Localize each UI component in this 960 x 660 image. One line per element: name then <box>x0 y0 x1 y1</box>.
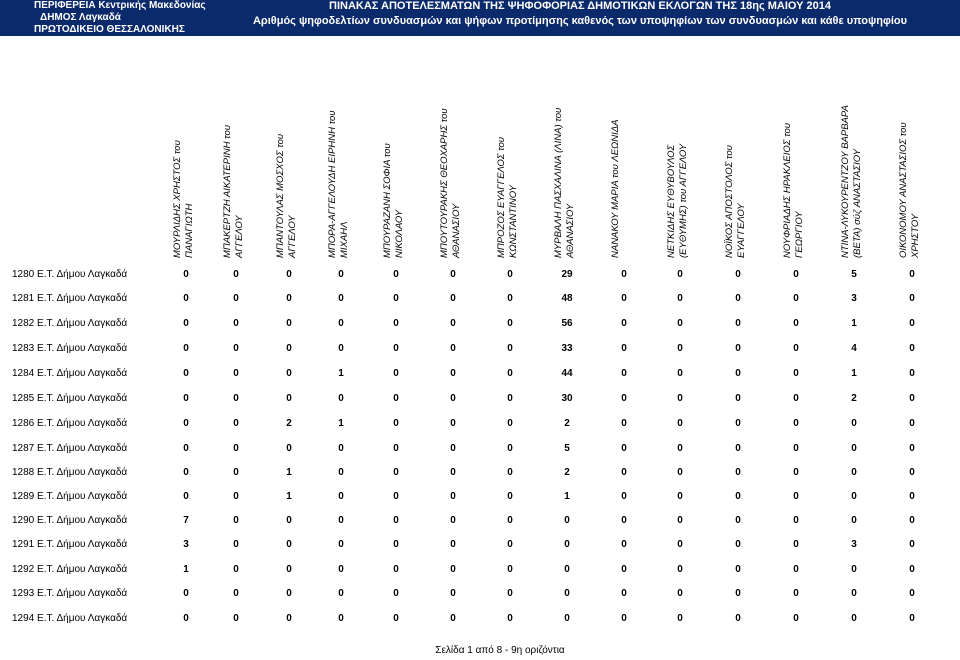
vote-count-cell: 3 <box>183 539 189 550</box>
vote-count-cell: 0 <box>233 539 239 550</box>
candidate-header-13 <box>832 48 876 258</box>
polling-station-label: 1290 Ε.Τ. Δήμου Λαγκαδά <box>12 515 128 526</box>
table-row <box>0 539 960 553</box>
vote-count-cell: 1 <box>286 491 292 502</box>
vote-count-cell: 0 <box>909 393 915 404</box>
vote-count-cell: 0 <box>450 343 456 354</box>
vote-count-cell: 3 <box>851 539 857 550</box>
vote-count-cell: 0 <box>286 564 292 575</box>
vote-count-cell: 0 <box>233 293 239 304</box>
vote-count-cell: 0 <box>909 368 915 379</box>
vote-count-cell: 0 <box>450 515 456 526</box>
candidate-father-name: ΑΓΓΕΛΟΥ <box>287 215 298 258</box>
vote-count-cell: 0 <box>909 418 915 429</box>
vote-count-cell: 0 <box>507 443 513 454</box>
vote-count-cell: 0 <box>450 564 456 575</box>
vote-count-cell: 0 <box>677 613 683 624</box>
candidate-father-name: ΝΙΚΟΛΑΟΥ <box>394 209 405 258</box>
polling-station-label: 1292 Ε.Τ. Δήμου Λαγκαδά <box>12 564 128 575</box>
polling-station-label: 1293 Ε.Τ. Δήμου Λαγκαδά <box>12 588 128 599</box>
vote-count-cell: 0 <box>450 588 456 599</box>
vote-count-cell: 0 <box>183 467 189 478</box>
vote-count-cell: 0 <box>735 418 741 429</box>
candidate-header-9 <box>602 48 646 258</box>
vote-count-cell: 1 <box>338 418 344 429</box>
vote-count-cell: 0 <box>677 491 683 502</box>
polling-station-label: 1283 Ε.Τ. Δήμου Λαγκαδά <box>12 343 128 354</box>
vote-count-cell: 0 <box>735 539 741 550</box>
vote-count-cell: 0 <box>393 467 399 478</box>
vote-count-cell: 0 <box>507 269 513 280</box>
vote-count-cell: 0 <box>450 443 456 454</box>
vote-count-cell: 0 <box>450 393 456 404</box>
vote-count-cell: 0 <box>621 418 627 429</box>
polling-station-label: 1282 Ε.Τ. Δήμου Λαγκαδά <box>12 318 128 329</box>
vote-count-cell: 0 <box>286 368 292 379</box>
vote-count-cell: 0 <box>393 293 399 304</box>
table-row <box>0 269 960 283</box>
vote-count-cell: 0 <box>286 393 292 404</box>
candidate-name: ΜΠΑΚΕΡΤΖΗ ΑΙΚΑΤΕΡΙΝΗ του <box>222 124 233 258</box>
vote-count-cell: 1 <box>851 318 857 329</box>
polling-station-label: 1280 Ε.Τ. Δήμου Λαγκαδά <box>12 269 128 280</box>
vote-count-cell: 48 <box>561 293 573 304</box>
vote-count-cell: 0 <box>851 613 857 624</box>
vote-count-cell: 0 <box>909 467 915 478</box>
candidate-father-name: (ΒΕΤΑ) σύζ ΑΝΑΣΤΑΣΙΟΥ <box>852 149 863 258</box>
candidate-header-5 <box>374 48 418 258</box>
vote-count-cell: 0 <box>338 293 344 304</box>
vote-count-cell: 0 <box>393 515 399 526</box>
polling-station-label: 1291 Ε.Τ. Δήμου Λαγκαδά <box>12 539 128 550</box>
vote-count-cell: 0 <box>286 293 292 304</box>
vote-count-cell: 0 <box>507 539 513 550</box>
vote-count-cell: 0 <box>735 269 741 280</box>
page-indicator: Σελίδα 1 από 8 - 9η οριζόντια <box>435 645 565 656</box>
vote-count-cell: 0 <box>338 588 344 599</box>
vote-count-cell: 0 <box>621 467 627 478</box>
candidate-name: ΜΠΟΥΡΑΖΑΝΗ ΣΟΦΙΑ του <box>382 143 393 258</box>
vote-count-cell: 0 <box>564 613 570 624</box>
vote-count-cell: 0 <box>677 588 683 599</box>
vote-count-cell: 0 <box>233 343 239 354</box>
vote-count-cell: 0 <box>450 293 456 304</box>
vote-count-cell: 0 <box>677 368 683 379</box>
vote-count-cell: 0 <box>286 588 292 599</box>
vote-count-cell: 0 <box>450 269 456 280</box>
vote-count-cell: 0 <box>909 293 915 304</box>
vote-count-cell: 0 <box>851 467 857 478</box>
vote-count-cell: 0 <box>286 343 292 354</box>
polling-station-label: 1284 Ε.Τ. Δήμου Λαγκαδά <box>12 368 128 379</box>
vote-count-cell: 0 <box>564 515 570 526</box>
vote-count-cell: 0 <box>793 393 799 404</box>
vote-count-cell: 0 <box>793 467 799 478</box>
vote-count-cell: 1 <box>851 368 857 379</box>
polling-station-label: 1286 Ε.Τ. Δήμου Λαγκαδά <box>12 418 128 429</box>
vote-count-cell: 0 <box>851 443 857 454</box>
vote-count-cell: 0 <box>677 393 683 404</box>
vote-count-cell: 0 <box>851 418 857 429</box>
vote-count-cell: 0 <box>507 491 513 502</box>
vote-count-cell: 0 <box>909 443 915 454</box>
vote-count-cell: 0 <box>735 343 741 354</box>
polling-station-label: 1288 Ε.Τ. Δήμου Λαγκαδά <box>12 467 128 478</box>
vote-count-cell: 0 <box>393 588 399 599</box>
header-title-block <box>200 0 960 28</box>
vote-count-cell: 0 <box>735 467 741 478</box>
vote-count-cell: 0 <box>183 418 189 429</box>
vote-count-cell: 1 <box>564 491 570 502</box>
vote-count-cell: 0 <box>564 564 570 575</box>
vote-count-cell: 0 <box>621 269 627 280</box>
vote-count-cell: 0 <box>450 491 456 502</box>
vote-count-cell: 1 <box>338 368 344 379</box>
vote-count-cell: 33 <box>561 343 573 354</box>
page-footer <box>0 645 960 656</box>
vote-count-cell: 0 <box>677 293 683 304</box>
vote-count-cell: 1 <box>286 467 292 478</box>
vote-count-cell: 0 <box>338 393 344 404</box>
vote-count-cell: 7 <box>183 515 189 526</box>
candidate-father-name: ΑΓΓΕΛΟΥ <box>234 215 245 258</box>
table-row <box>0 343 960 357</box>
vote-count-cell: 0 <box>183 491 189 502</box>
court-name: ΠΡΩΤΟΔΙΚΕΙΟ ΘΕΣΣΑΛΟΝΙΚΗΣ <box>34 24 185 35</box>
vote-count-cell: 0 <box>621 343 627 354</box>
vote-count-cell: 0 <box>677 343 683 354</box>
vote-count-cell: 0 <box>233 491 239 502</box>
vote-count-cell: 0 <box>183 393 189 404</box>
vote-count-cell: 0 <box>338 318 344 329</box>
vote-count-cell: 0 <box>393 491 399 502</box>
table-row <box>0 443 960 457</box>
vote-count-cell: 0 <box>677 539 683 550</box>
candidate-father-name: ΑΘΑΝΑΣΙΟΥ <box>451 203 462 258</box>
vote-count-cell: 0 <box>677 564 683 575</box>
vote-count-cell: 0 <box>338 443 344 454</box>
vote-count-cell: 0 <box>338 539 344 550</box>
vote-count-cell: 2 <box>286 418 292 429</box>
vote-count-cell: 0 <box>233 467 239 478</box>
vote-count-cell: 0 <box>621 515 627 526</box>
vote-count-cell: 0 <box>286 318 292 329</box>
vote-count-cell: 0 <box>677 418 683 429</box>
vote-count-cell: 0 <box>183 293 189 304</box>
vote-count-cell: 0 <box>793 588 799 599</box>
vote-count-cell: 0 <box>233 564 239 575</box>
municipality-name: ΔΗΜΟΣ Λαγκαδά <box>40 12 121 23</box>
vote-count-cell: 0 <box>677 515 683 526</box>
vote-count-cell: 0 <box>793 539 799 550</box>
vote-count-cell: 0 <box>851 588 857 599</box>
candidate-name: ΝΕΤΚΙΔΗΣ ΕΥΘΥΒΟΥΛΟΣ <box>666 144 677 258</box>
vote-count-cell: 0 <box>677 443 683 454</box>
polling-station-label: 1287 Ε.Τ. Δήμου Λαγκαδά <box>12 443 128 454</box>
table-row <box>0 393 960 407</box>
candidate-name: ΜΠΡΟΖΟΣ ΕΥΑΓΓΕΛΟΣ του <box>496 136 507 258</box>
vote-count-cell: 0 <box>450 368 456 379</box>
vote-count-cell: 0 <box>851 515 857 526</box>
vote-count-cell: 0 <box>338 269 344 280</box>
vote-count-cell: 0 <box>393 418 399 429</box>
vote-count-cell: 0 <box>735 318 741 329</box>
vote-count-cell: 0 <box>507 613 513 624</box>
vote-count-cell: 0 <box>909 269 915 280</box>
table-row <box>0 318 960 332</box>
vote-count-cell: 0 <box>909 318 915 329</box>
candidate-name: ΜΠΑΝΤΟΥΛΑΣ ΜΟΣΧΟΣ του <box>275 133 286 258</box>
vote-count-cell: 0 <box>286 515 292 526</box>
vote-count-cell: 0 <box>677 467 683 478</box>
vote-count-cell: 0 <box>851 564 857 575</box>
vote-count-cell: 29 <box>561 269 573 280</box>
vote-count-cell: 0 <box>450 318 456 329</box>
vote-count-cell: 0 <box>793 293 799 304</box>
vote-count-cell: 0 <box>233 588 239 599</box>
vote-count-cell: 0 <box>393 443 399 454</box>
vote-count-cell: 0 <box>393 269 399 280</box>
candidate-name: ΜΠΟΡΑ-ΑΓΓΕΛΟΥΔΗ ΕΙΡΗΝΗ του <box>327 110 338 258</box>
vote-count-cell: 0 <box>393 564 399 575</box>
vote-count-cell: 0 <box>735 588 741 599</box>
vote-count-cell: 0 <box>286 539 292 550</box>
candidate-father-name: ΧΡΗΣΤΟΥ <box>910 213 921 258</box>
vote-count-cell: 0 <box>507 564 513 575</box>
vote-count-cell: 0 <box>183 613 189 624</box>
vote-count-cell: 0 <box>183 368 189 379</box>
vote-count-cell: 0 <box>338 613 344 624</box>
vote-count-cell: 0 <box>338 343 344 354</box>
candidate-header-2 <box>214 48 258 258</box>
vote-count-cell: 0 <box>233 393 239 404</box>
vote-count-cell: 0 <box>735 515 741 526</box>
vote-count-cell: 0 <box>793 343 799 354</box>
vote-count-cell: 0 <box>507 418 513 429</box>
vote-count-cell: 0 <box>621 564 627 575</box>
candidate-header-1 <box>164 48 208 258</box>
vote-count-cell: 0 <box>851 491 857 502</box>
candidate-header-10 <box>658 48 702 258</box>
candidate-father-name: ΕΥΑΓΓΕΛΟΥ <box>736 203 747 258</box>
candidate-name: ΝΟΪΚΟΣ ΑΠΟΣΤΟΛΟΣ του <box>724 145 735 258</box>
vote-count-cell: 0 <box>793 491 799 502</box>
vote-count-cell: 0 <box>450 418 456 429</box>
vote-count-cell: 0 <box>735 443 741 454</box>
vote-count-cell: 0 <box>507 343 513 354</box>
vote-count-cell: 0 <box>793 613 799 624</box>
table-row <box>0 564 960 578</box>
vote-count-cell: 0 <box>909 343 915 354</box>
vote-count-cell: 0 <box>338 564 344 575</box>
table-row <box>0 515 960 529</box>
vote-count-cell: 0 <box>286 613 292 624</box>
candidate-father-name: ΚΩΝΣΤΑΝΤΙΝΟΥ <box>508 185 519 258</box>
candidate-father-name: ΓΕΩΡΓΙΟΥ <box>794 211 805 258</box>
vote-count-cell: 0 <box>735 393 741 404</box>
vote-count-cell: 2 <box>564 418 570 429</box>
vote-count-cell: 0 <box>677 269 683 280</box>
vote-count-cell: 0 <box>793 318 799 329</box>
vote-count-cell: 0 <box>677 318 683 329</box>
vote-count-cell: 4 <box>851 343 857 354</box>
header-left-block <box>34 0 206 36</box>
candidate-father-name: ΜΙΧΑΗΛ <box>339 221 350 258</box>
candidate-header-7 <box>488 48 532 258</box>
vote-count-cell: 0 <box>233 613 239 624</box>
table-row <box>0 613 960 627</box>
candidate-header-11 <box>716 48 760 258</box>
vote-count-cell: 0 <box>909 515 915 526</box>
report-subtitle: Αριθμός ψηφοδελτίων συνδυασμών και ψήφων προτίμησης καθενός των υποψηφίων των συνδυασμών και κάθε υποψηφίου <box>252 15 908 27</box>
table-row <box>0 588 960 602</box>
vote-count-cell: 0 <box>735 491 741 502</box>
polling-station-label: 1281 Ε.Τ. Δήμου Λαγκαδά <box>12 293 128 304</box>
vote-count-cell: 0 <box>393 318 399 329</box>
vote-count-cell: 0 <box>233 269 239 280</box>
vote-count-cell: 0 <box>233 318 239 329</box>
candidate-name: ΝΤΙΝΑ-ΛΥΚΟΥΡΕΝΤΖΟΥ ΒΑΡΒΑΡΑ <box>840 105 851 258</box>
candidate-header-14 <box>890 48 934 258</box>
vote-count-cell: 0 <box>621 293 627 304</box>
vote-count-cell: 0 <box>233 368 239 379</box>
vote-count-cell: 0 <box>393 368 399 379</box>
vote-count-cell: 30 <box>561 393 573 404</box>
vote-count-cell: 0 <box>621 588 627 599</box>
candidate-father-name: ΑΘΑΝΑΣΙΟΥ <box>565 203 576 258</box>
vote-count-cell: 0 <box>393 343 399 354</box>
vote-count-cell: 0 <box>735 613 741 624</box>
table-row <box>0 467 960 481</box>
vote-count-cell: 0 <box>338 491 344 502</box>
candidate-father-name: ΠΑΝΑΓΙΩΤΗ <box>184 203 195 258</box>
vote-count-cell: 0 <box>507 293 513 304</box>
vote-count-cell: 0 <box>450 613 456 624</box>
vote-count-cell: 0 <box>507 588 513 599</box>
candidate-header-4 <box>319 48 363 258</box>
vote-count-cell: 0 <box>286 443 292 454</box>
table-row <box>0 491 960 505</box>
vote-count-cell: 0 <box>621 491 627 502</box>
vote-count-cell: 0 <box>735 368 741 379</box>
vote-count-cell: 0 <box>793 368 799 379</box>
vote-count-cell: 0 <box>909 539 915 550</box>
candidate-header-3 <box>267 48 311 258</box>
candidate-header-12 <box>774 48 818 258</box>
vote-count-cell: 0 <box>621 539 627 550</box>
vote-count-cell: 3 <box>851 293 857 304</box>
vote-count-cell: 1 <box>183 564 189 575</box>
vote-count-cell: 0 <box>909 491 915 502</box>
vote-count-cell: 0 <box>183 343 189 354</box>
candidate-header-6 <box>431 48 475 258</box>
vote-count-cell: 0 <box>183 443 189 454</box>
vote-count-cell: 0 <box>621 318 627 329</box>
vote-count-cell: 2 <box>851 393 857 404</box>
vote-count-cell: 0 <box>735 293 741 304</box>
vote-count-cell: 0 <box>286 269 292 280</box>
vote-count-cell: 0 <box>793 443 799 454</box>
vote-count-cell: 0 <box>393 393 399 404</box>
vote-count-cell: 0 <box>233 418 239 429</box>
vote-count-cell: 0 <box>450 539 456 550</box>
vote-count-cell: 0 <box>793 515 799 526</box>
vote-count-cell: 0 <box>233 515 239 526</box>
vote-count-cell: 0 <box>793 564 799 575</box>
vote-count-cell: 0 <box>793 418 799 429</box>
candidate-name: ΜΥΡΒΑΛΗ ΠΑΣΧΑΛΙΝΑ (ΛΙΝΑ) του <box>553 107 564 258</box>
polling-station-label: 1289 Ε.Τ. Δήμου Λαγκαδά <box>12 491 128 502</box>
table-row <box>0 293 960 307</box>
vote-count-cell: 0 <box>621 368 627 379</box>
vote-count-cell: 0 <box>507 393 513 404</box>
polling-station-label: 1285 Ε.Τ. Δήμου Λαγκαδά <box>12 393 128 404</box>
vote-count-cell: 0 <box>393 539 399 550</box>
vote-count-cell: 2 <box>564 467 570 478</box>
vote-count-cell: 0 <box>183 318 189 329</box>
vote-count-cell: 44 <box>561 368 573 379</box>
table-row <box>0 368 960 382</box>
vote-count-cell: 0 <box>507 515 513 526</box>
polling-station-label: 1294 Ε.Τ. Δήμου Λαγκαδά <box>12 613 128 624</box>
vote-count-cell: 0 <box>621 613 627 624</box>
vote-count-cell: 0 <box>450 467 456 478</box>
vote-count-cell: 56 <box>561 318 573 329</box>
vote-count-cell: 0 <box>793 269 799 280</box>
vote-count-cell: 0 <box>909 613 915 624</box>
region-name: ΠΕΡΙΦΕΡΕΙΑ Κεντρικής Μακεδονίας <box>34 0 206 11</box>
vote-count-cell: 0 <box>507 467 513 478</box>
table-row <box>0 418 960 432</box>
vote-count-cell: 0 <box>507 368 513 379</box>
vote-count-cell: 5 <box>564 443 570 454</box>
candidate-name: ΝΟΥΦΡΙΑΔΗΣ ΗΡΑΚΛΕΙΟΣ του <box>782 122 793 258</box>
vote-count-cell: 0 <box>393 613 399 624</box>
vote-count-cell: 0 <box>621 393 627 404</box>
vote-count-cell: 0 <box>507 318 513 329</box>
candidate-name: ΟΙΚΟΝΟΜΟΥ ΑΝΑΣΤΑΣΙΟΣ του <box>898 122 909 258</box>
report-title: ΠΙΝΑΚΑΣ ΑΠΟΤΕΛΕΣΜΑΤΩΝ ΤΗΣ ΨΗΦΟΦΟΡΙΑΣ ΔΗΜΟΤΙΚΩΝ ΕΚΛΟΓΩΝ ΤΗΣ 18ης ΜΑΙΟΥ 2014 <box>329 0 831 12</box>
vote-count-cell: 0 <box>735 564 741 575</box>
vote-count-cell: 0 <box>183 588 189 599</box>
vote-count-cell: 0 <box>621 443 627 454</box>
vote-count-cell: 0 <box>338 515 344 526</box>
report-header <box>0 0 960 36</box>
candidate-name: ΜΟΥΡΛΙΔΗΣ ΧΡΗΣΤΟΣ του <box>172 140 183 258</box>
candidate-header-8 <box>545 48 589 258</box>
vote-count-cell: 0 <box>909 564 915 575</box>
candidate-name: ΜΠΟΥΤΟΥΡΑΚΗΣ ΘΕΟΧΑΡΗΣ του <box>439 108 450 258</box>
vote-count-cell: 0 <box>338 467 344 478</box>
vote-count-cell: 0 <box>564 588 570 599</box>
vote-count-cell: 0 <box>233 443 239 454</box>
candidate-father-name: (ΕΥΘΥΜΗΣ) του ΑΓΓΕΛΟΥ <box>678 143 689 258</box>
vote-count-cell: 0 <box>564 539 570 550</box>
vote-count-cell: 5 <box>851 269 857 280</box>
vote-count-cell: 0 <box>909 588 915 599</box>
vote-count-cell: 0 <box>183 269 189 280</box>
candidate-name: ΝΑΝΑΚΟΥ ΜΑΡΙΑ του ΛΕΩΝΙΔΑ <box>610 119 621 258</box>
